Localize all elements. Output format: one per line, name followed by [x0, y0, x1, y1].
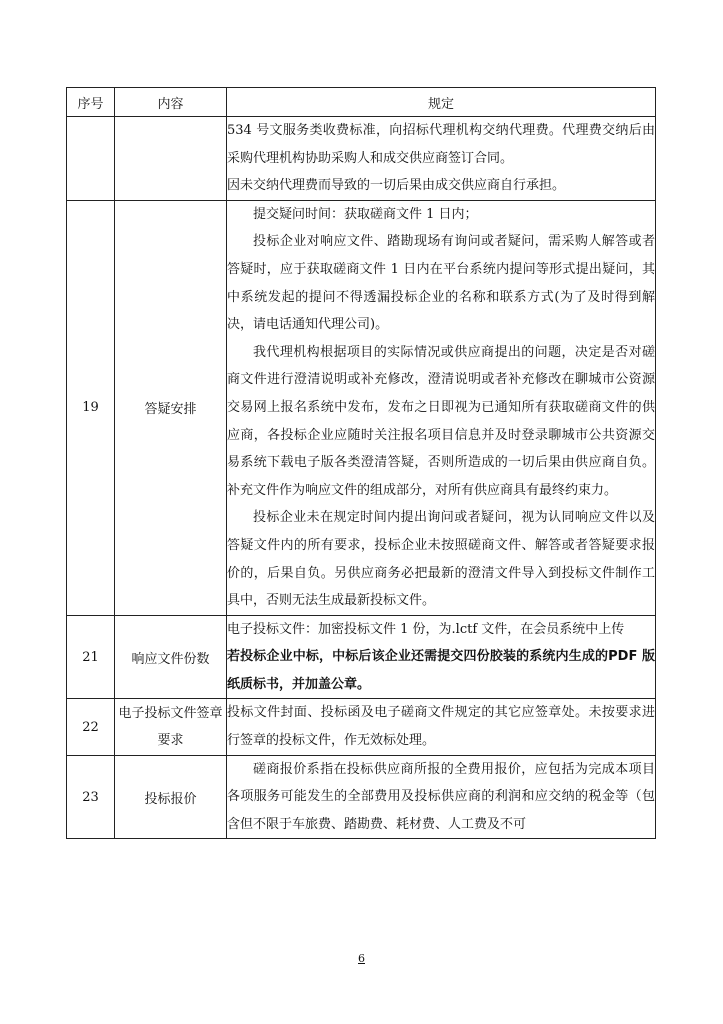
table-row	[67, 699, 656, 755]
content-paragraph: 因未交纳代理费而导致的一切后果由成交供应商自行承担。	[227, 178, 566, 194]
row-content	[227, 755, 656, 839]
content-paragraph: 电子投标文件：加密投标文件 1 份，为.lctf 文件，在会员系统中上传	[227, 621, 625, 637]
page-number: 6	[358, 952, 365, 965]
table-row	[67, 615, 656, 699]
content-paragraph: 投标企业对响应文件、踏勘现场有询问或者疑问，需采购人解答或者答疑时，应于获取磋商文件 1 日内在平台系统内提问等形式提出疑问，其中系统发起的提问不得透漏投标企业的名称和联系方式(为了及时得到解决，请电话通知代理公司)。	[227, 234, 655, 333]
row-item: 答疑安排	[115, 200, 227, 615]
header-rules: 规定	[227, 88, 656, 117]
content-paragraph: 磋商报价系指在投标供应商所报的全费用报价，应包括为完成本项目各项服务可能发生的全部费用及投标供应商的利润和应交纳的税金等（包含但不限于车旅费、踏勘费、耗材费、人工费及不可	[227, 761, 655, 832]
row-item: 电子投标文件签章要求	[115, 699, 227, 755]
table-row	[67, 200, 656, 615]
row-content	[227, 615, 656, 699]
row-item: 投标报价	[115, 755, 227, 839]
content-paragraph: 投标企业未在规定时间内提出询问或者疑问，视为认同响应文件以及答疑文件内的所有要求，投标企业未按照磋商文件、解答或者答疑要求报价的，后果自负。另供应商务必把最新的澄清文件导入到投标文件制作工具中，否则无法生成最新投标文件。	[227, 510, 655, 609]
requirements-table	[66, 87, 656, 839]
row-item	[115, 117, 227, 201]
row-number	[67, 117, 115, 201]
content-paragraph-bold: 若投标企业中标，中标后该企业还需提交四份胶装的系统内生成的PDF 版纸质标书，并加盖公章。	[227, 649, 655, 692]
row-content	[227, 200, 656, 615]
row-item: 响应文件份数	[115, 615, 227, 699]
row-number: 22	[67, 699, 115, 755]
row-number: 21	[67, 615, 115, 699]
content-paragraph: 534 号文服务类收费标准，向招标代理机构交纳代理费。代理费交纳后由采购代理机构协助采购人和成交供应商签订合同。	[227, 123, 655, 166]
header-content: 内容	[115, 88, 227, 117]
content-paragraph: 投标文件封面、投标函及电子磋商文件规定的其它应签章处。未按要求进行签章的投标文件，作无效标处理。	[227, 705, 655, 749]
table-header-row	[67, 88, 656, 117]
row-content	[227, 117, 656, 201]
row-content	[227, 699, 656, 755]
header-seq: 序号	[67, 88, 115, 117]
table-row	[67, 755, 656, 839]
table-row	[67, 117, 656, 201]
row-number: 19	[67, 200, 115, 615]
content-paragraph: 我代理机构根据项目的实际情况或供应商提出的问题，决定是否对磋商文件进行澄清说明或补充修改，澄清说明或者补充修改在聊城市公资源交易网上报名系统中发布，发布之日即视为已通知所有获取磋商文件的供应商，各投标企业应随时关注报名项目信息并及时登录聊城市公共资源交易系统下载电子版各类澄清答疑，否则所造成的一切后果由供应商自负。补充文件作为响应文件的组成部分，对所有供应商具有最终约束力。	[227, 344, 655, 498]
content-paragraph: 提交疑问时间：获取磋商文件 1 日内；	[253, 206, 478, 222]
row-number: 23	[67, 755, 115, 839]
